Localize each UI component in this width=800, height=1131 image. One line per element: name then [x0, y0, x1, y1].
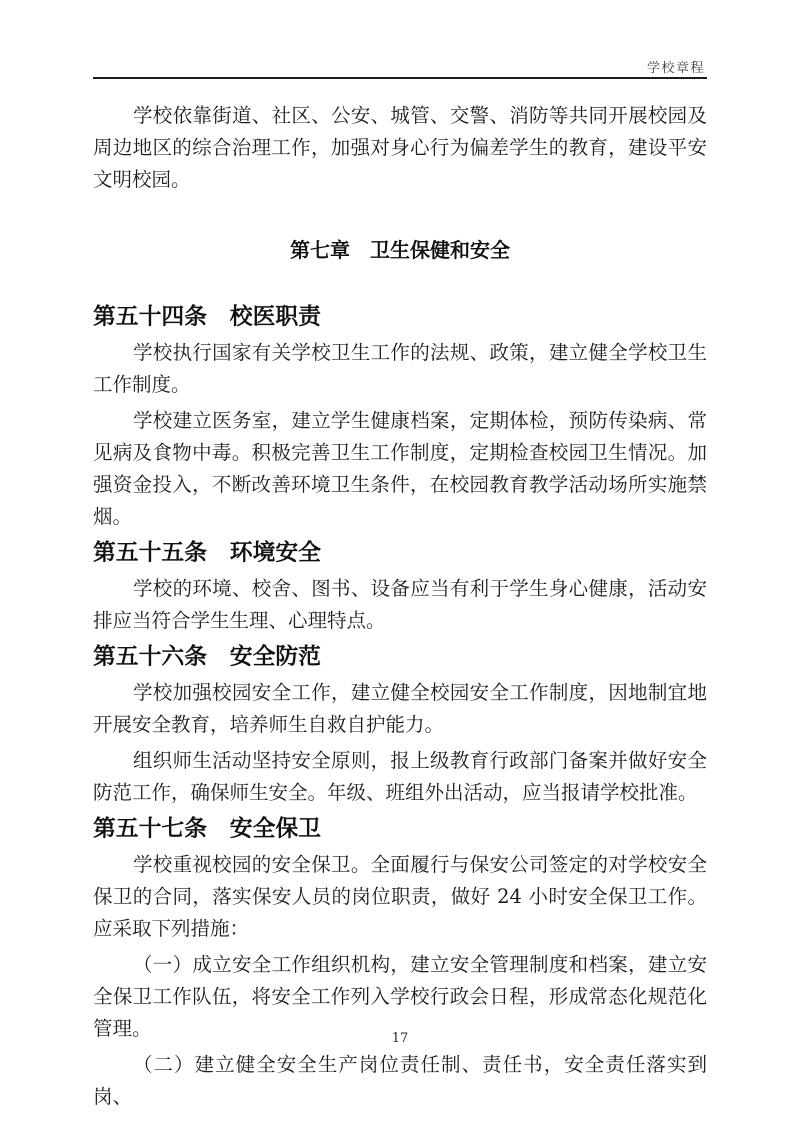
paragraph: 组织师生活动坚持安全原则，报上级教育行政部门备案并做好安全防范工作，确保师生安全。年级、班组外出活动，应当报请学校批准。 — [93, 749, 707, 804]
article-heading: 第五十七条 安全保卫 — [93, 816, 321, 842]
paragraph: 学校建立医务室，建立学生健康档案，定期体检，预防传染病、常见病及食物中毒。积极完善卫生工作制度，定期检查校园卫生情况。加强资金投入，不断改善环境卫生条件，在校园教育教学活动场所实施禁烟。 — [93, 409, 707, 528]
paragraph: 学校依靠街道、社区、公安、城管、交警、消防等共同开展校园及周边地区的综合治理工作，加强对身心行为偏差学生的教育，建设平安文明校园。 — [93, 104, 707, 191]
paragraph: （二）建立健全安全生产岗位责任制、责任书，安全责任落实到岗、 — [93, 1053, 707, 1108]
running-header-title: 学校章程 — [646, 61, 705, 76]
chapter-heading: 第七章 卫生保健和安全 — [290, 238, 510, 262]
page-content — [93, 0, 707, 1131]
document-body — [93, 100, 707, 1117]
paragraph: 学校加强校园安全工作，建立健全校园安全工作制度，因地制宜地开展安全教育，培养师生自救自护能力。 — [93, 681, 707, 736]
article-heading: 第五十五条 环境安全 — [93, 540, 321, 566]
page-number: 17 — [391, 1031, 409, 1046]
article-heading: 第五十六条 安全防范 — [93, 644, 321, 670]
header-rule — [93, 77, 707, 79]
paragraph: （一）成立安全工作组织机构，建立安全管理制度和档案，建立安全保卫工作队伍，将安全工作列入学校行政会日程，形成常态化规范化管理。 — [93, 953, 707, 1040]
paragraph: 学校的环境、校舍、图书、设备应当有利于学生身心健康，活动安排应当符合学生生理、心理特点。 — [93, 577, 707, 632]
paragraph: 学校执行国家有关学校卫生工作的法规、政策，建立健全学校卫生工作制度。 — [93, 341, 707, 396]
paragraph: 学校重视校园的安全保卫。全面履行与保安公司签定的对学校安全保卫的合同，落实保安人员的岗位职责，做好 24 小时安全保卫工作。应采取下列措施： — [93, 853, 707, 940]
article-heading: 第五十四条 校医职责 — [93, 304, 321, 330]
page-footer — [93, 1031, 707, 1046]
